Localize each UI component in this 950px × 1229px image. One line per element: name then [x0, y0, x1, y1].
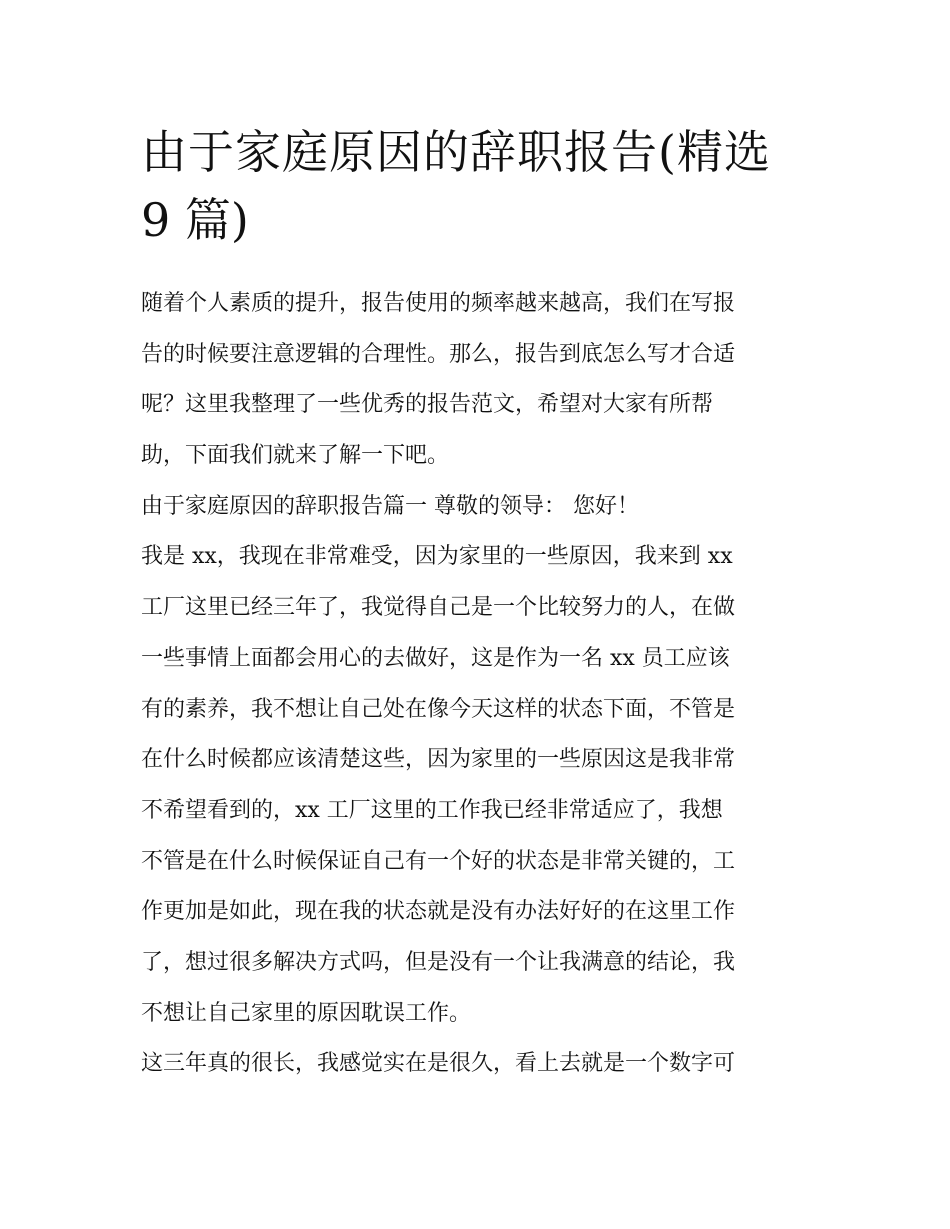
text-line: 作更加是如此，现在我的状态就是没有办法好好的在这里工作 [141, 899, 736, 925]
title-line: 9 篇) [141, 193, 249, 247]
document-body [141, 279, 821, 1090]
text-line: 随着个人素质的提升，报告使用的频率越来越高，我们在写报 [141, 291, 736, 316]
text-line: 一些事情上面都会用心的去做好，这是作为一名 xx 员工应该 [141, 645, 730, 671]
title-line: 由于家庭原因的辞职报告(精选 [141, 125, 771, 179]
text-line: 了，想过很多解决方式吗，但是没有一个让我满意的结论，我 [141, 949, 736, 975]
text-line: 这三年真的很长，我感觉实在是很久，看上去就是一个数字可 [141, 1051, 736, 1077]
intro-paragraph [141, 279, 821, 482]
text-line: 有的素养，我不想让自己处在像今天这样的状态下面，不管是 [141, 696, 736, 722]
text-line: 我是 xx，我现在非常难受，因为家里的一些原因，我来到 xx [141, 544, 733, 570]
text-line: 不想让自己家里的原因耽误工作。 [141, 1000, 472, 1026]
body-paragraph [141, 532, 821, 1039]
text-line: 不管是在什么时候保证自己有一个好的状态是非常关键的，工 [141, 848, 736, 874]
text-line: 告的时候要注意逻辑的合理性。那么，报告到底怎么写才合适 [141, 341, 736, 367]
text-line: 在什么时候都应该清楚这些，因为家里的一些原因这是我非常 [141, 747, 736, 773]
body-paragraph [141, 1039, 821, 1090]
document-title [141, 118, 821, 254]
text-line: 助，下面我们就来了解一下吧。 [141, 443, 450, 469]
text-line: 由于家庭原因的辞职报告篇一 尊敬的领导： 您好！ [141, 493, 639, 519]
text-line: 不希望看到的，xx 工厂这里的工作我已经非常适应了，我想 [141, 797, 723, 823]
text-line: 工厂这里已经三年了，我觉得自己是一个比较努力的人，在做 [141, 595, 736, 621]
text-line: 呢？这里我整理了一些优秀的报告范文，希望对大家有所帮 [141, 392, 714, 418]
section-heading-paragraph [141, 482, 821, 533]
